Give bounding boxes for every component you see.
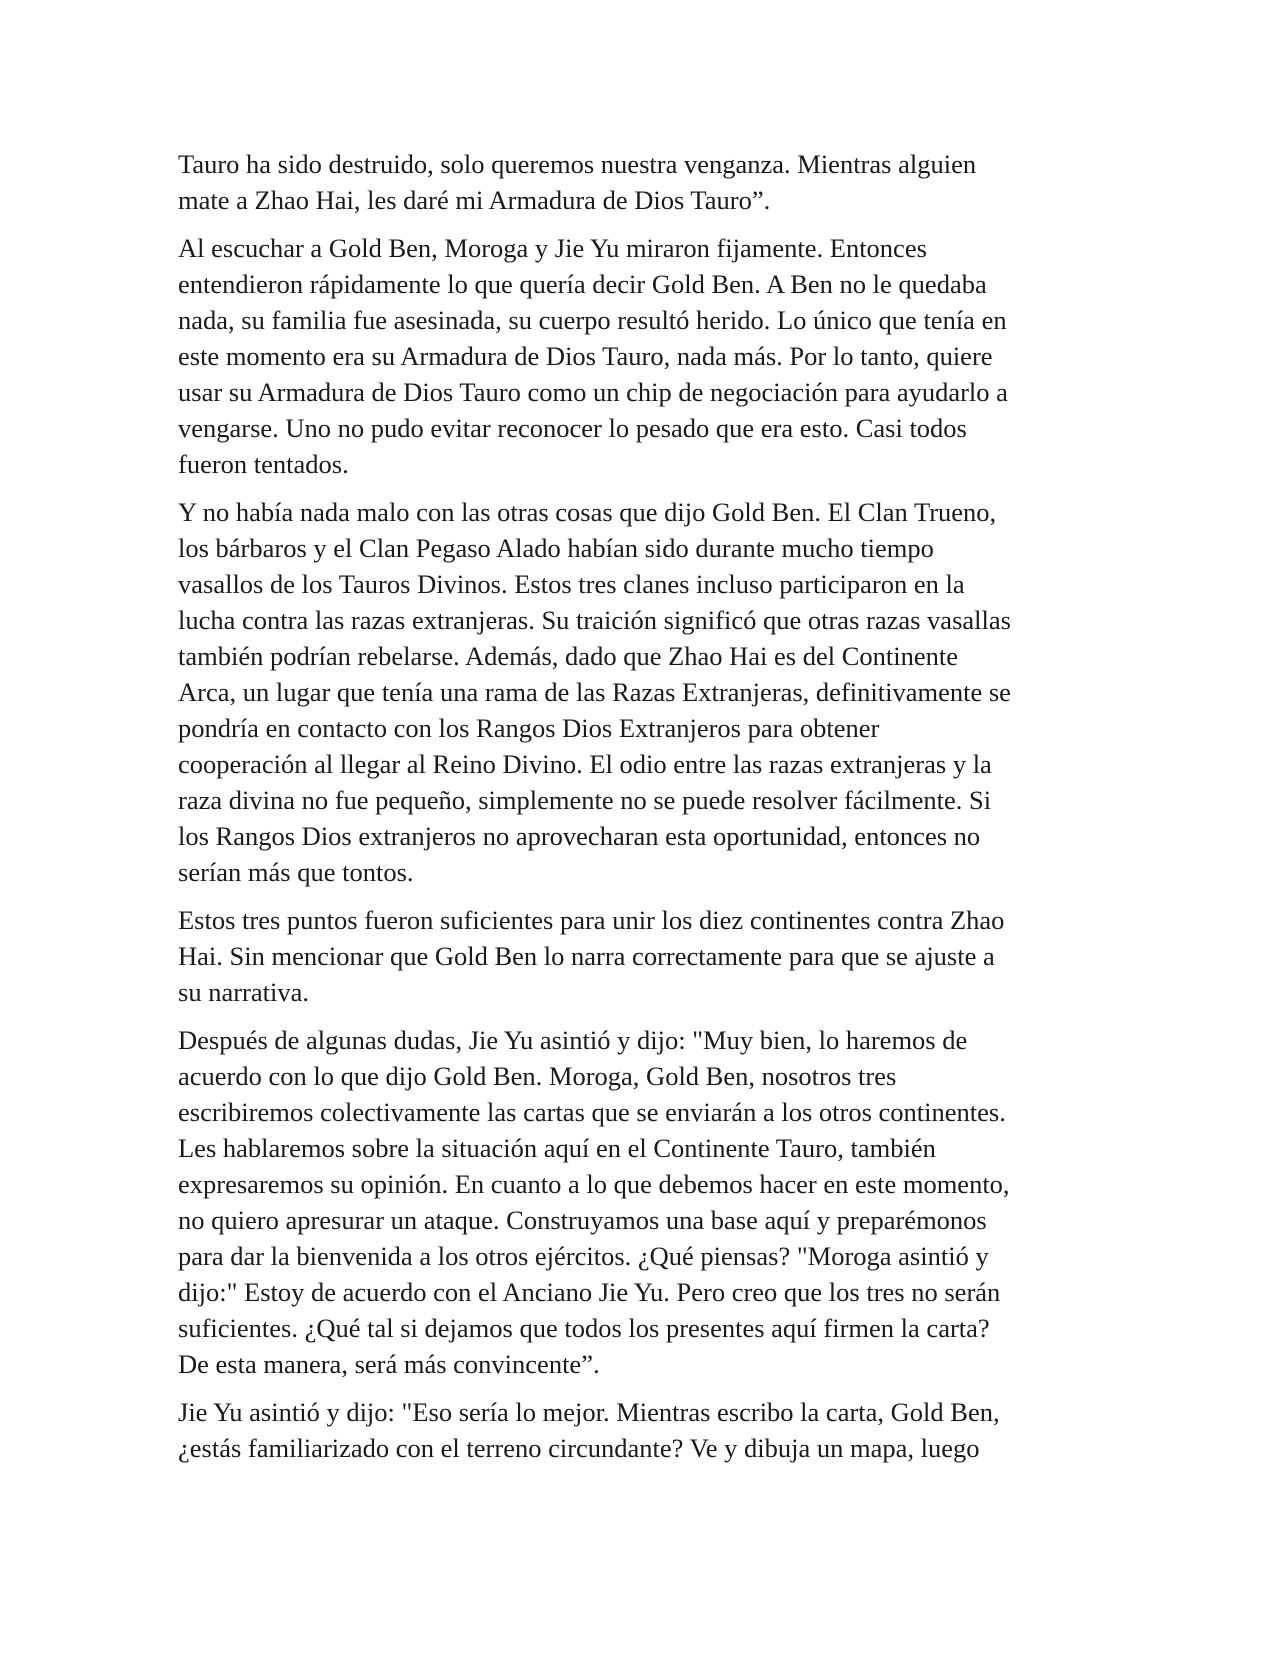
- text-line: pondría en contacto con los Rangos Dios Extranjeros para obtener: [178, 713, 880, 743]
- text-line: los Rangos Dios extranjeros no aprovecharan esta oportunidad, entonces no: [178, 821, 981, 851]
- text-line: mate a Zhao Hai, les daré mi Armadura de Dios Tauro”.: [178, 185, 771, 215]
- text-line: Después de algunas dudas, Jie Yu asintió y dijo: "Muy bien, lo haremos de: [178, 1025, 968, 1055]
- text-line: nada, su familia fue asesinada, su cuerpo resultó herido. Lo único que tenía en: [178, 305, 1007, 335]
- paragraph: [178, 902, 1108, 1010]
- text-line: no quiero apresurar un ataque. Construyamos una base aquí y preparémonos: [178, 1205, 987, 1235]
- text-line: Estos tres puntos fueron suficientes para unir los diez continentes contra Zhao: [178, 905, 1005, 935]
- text-line: Arca, un lugar que tenía una rama de las Razas Extranjeras, definitivamente se: [178, 677, 1011, 707]
- text-line: raza divina no fue pequeño, simplemente no se puede resolver fácilmente. Si: [178, 785, 992, 815]
- text-line: lucha contra las razas extranjeras. Su traición significó que otras razas vasallas: [178, 605, 1011, 635]
- text-line: entendieron rápidamente lo que quería decir Gold Ben. A Ben no le quedaba: [178, 269, 987, 299]
- text-line: dijo:" Estoy de acuerdo con el Anciano Jie Yu. Pero creo que los tres no serán: [178, 1277, 1001, 1307]
- text-line: los bárbaros y el Clan Pegaso Alado habían sido durante mucho tiempo: [178, 533, 934, 563]
- paragraph: [178, 1022, 1108, 1382]
- text-line: también podrían rebelarse. Además, dado que Zhao Hai es del Continente: [178, 641, 959, 671]
- text-line: cooperación al llegar al Reino Divino. El odio entre las razas extranjeras y la: [178, 749, 992, 779]
- paragraph: [178, 146, 1108, 218]
- text-line: acuerdo con lo que dijo Gold Ben. Moroga, Gold Ben, nosotros tres: [178, 1061, 897, 1091]
- paragraph: [178, 230, 1108, 482]
- text-line: Les hablaremos sobre la situación aquí en el Continente Tauro, también: [178, 1133, 936, 1163]
- text-line: Tauro ha sido destruido, solo queremos nuestra venganza. Mientras alguien: [178, 149, 977, 179]
- text-line: vasallos de los Tauros Divinos. Estos tres clanes incluso participaron en la: [178, 569, 965, 599]
- text-line: fueron tentados.: [178, 449, 349, 479]
- text-line: Y no había nada malo con las otras cosas que dijo Gold Ben. El Clan Trueno,: [178, 497, 997, 527]
- text-line: para dar la bienvenida a los otros ejércitos. ¿Qué piensas? "Moroga asintió y: [178, 1241, 989, 1271]
- document-body: [178, 146, 1108, 1478]
- text-line: ¿estás familiarizado con el terreno circundante? Ve y dibuja un mapa, luego: [178, 1433, 980, 1463]
- text-line: expresaremos su opinión. En cuanto a lo que debemos hacer en este momento,: [178, 1169, 1010, 1199]
- text-line: Hai. Sin mencionar que Gold Ben lo narra correctamente para que se ajuste a: [178, 941, 995, 971]
- text-line: suficientes. ¿Qué tal si dejamos que todos los presentes aquí firmen la carta?: [178, 1313, 990, 1343]
- text-line: De esta manera, será más convincente”.: [178, 1349, 600, 1379]
- text-line: su narrativa.: [178, 977, 309, 1007]
- text-line: este momento era su Armadura de Dios Tauro, nada más. Por lo tanto, quiere: [178, 341, 993, 371]
- text-line: usar su Armadura de Dios Tauro como un chip de negociación para ayudarlo a: [178, 377, 1008, 407]
- text-line: Jie Yu asintió y dijo: "Eso sería lo mejor. Mientras escribo la carta, Gold Ben,: [178, 1397, 1000, 1427]
- paragraph: [178, 1394, 1108, 1466]
- paragraph: [178, 494, 1108, 890]
- text-line: serían más que tontos.: [178, 857, 414, 887]
- text-line: vengarse. Uno no pudo evitar reconocer lo pesado que era esto. Casi todos: [178, 413, 967, 443]
- text-line: escribiremos colectivamente las cartas que se enviarán a los otros continentes.: [178, 1097, 1006, 1127]
- text-line: Al escuchar a Gold Ben, Moroga y Jie Yu miraron fijamente. Entonces: [178, 233, 927, 263]
